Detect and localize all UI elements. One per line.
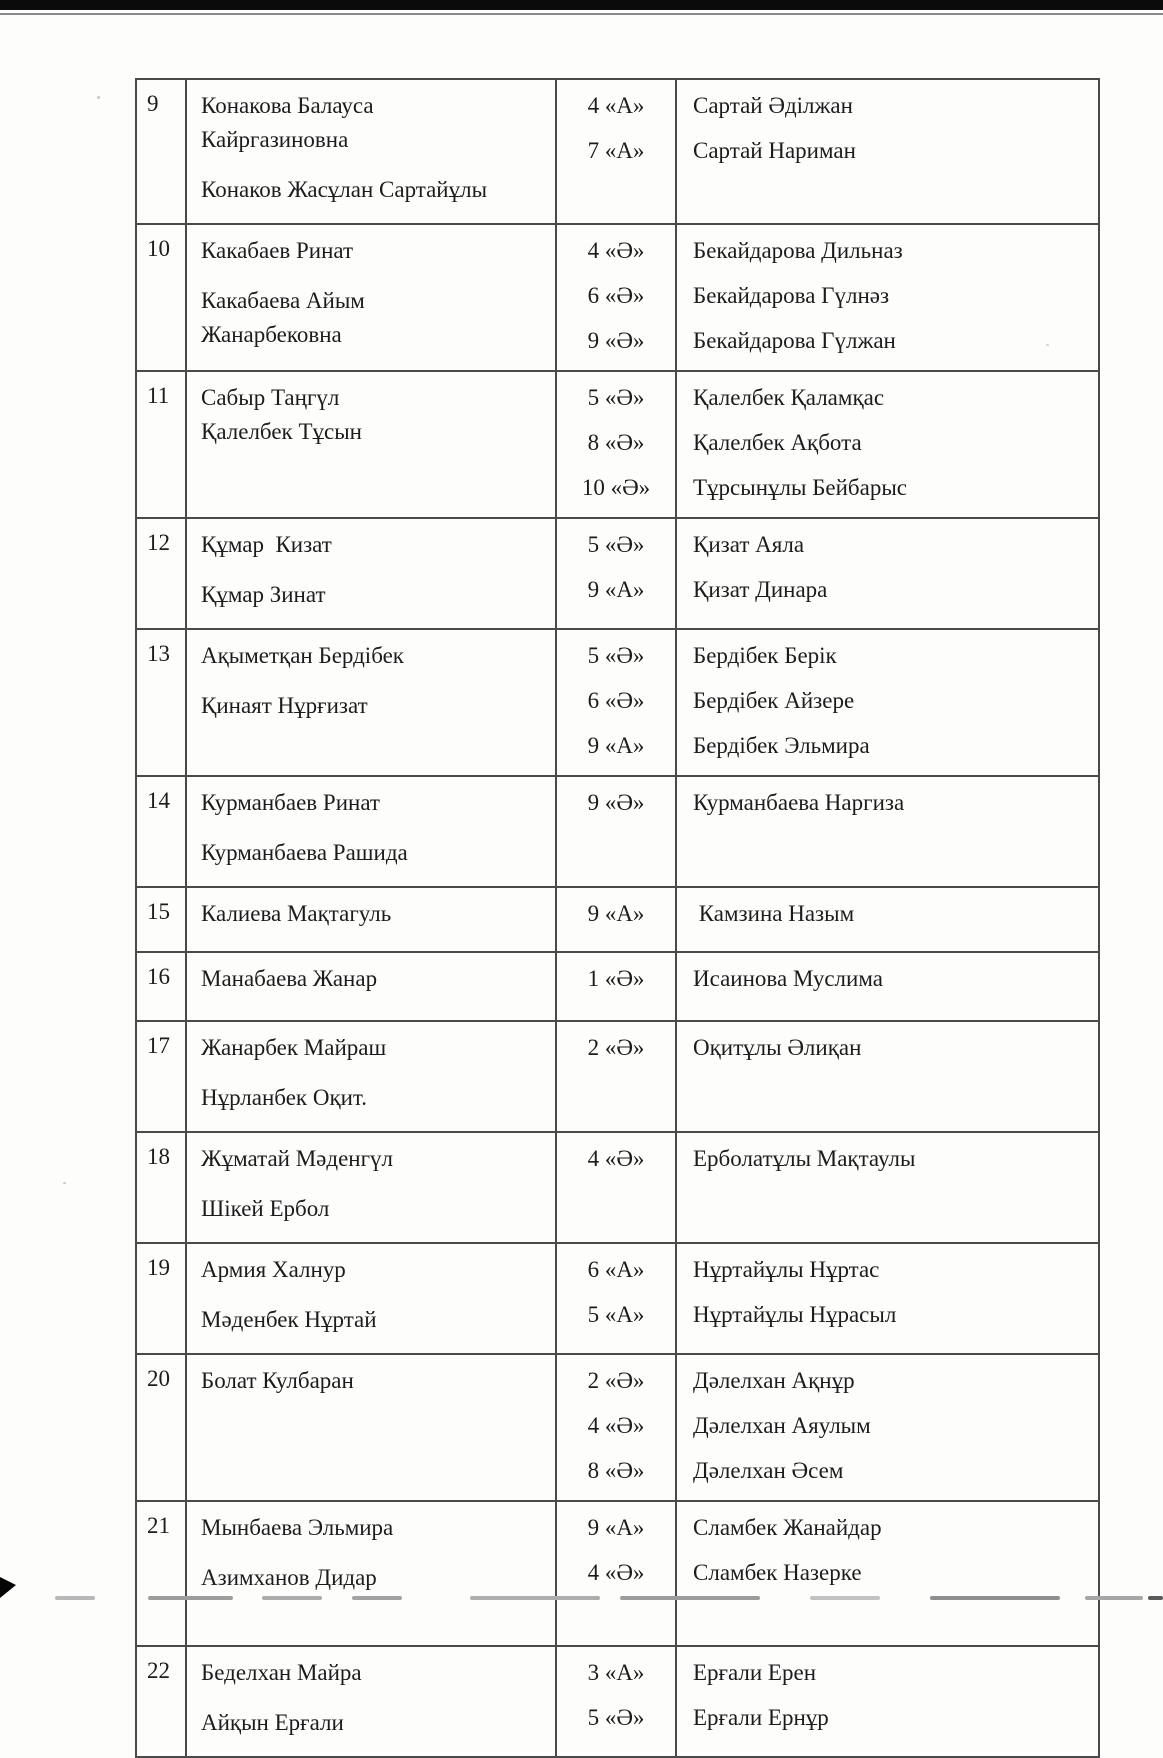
grade-cell bbox=[556, 1646, 676, 1757]
parent-name bbox=[201, 381, 547, 449]
children-cell bbox=[676, 224, 1099, 371]
parent-name bbox=[201, 234, 547, 268]
table-row bbox=[136, 79, 1099, 224]
grade-label: 6 «Ә» bbox=[587, 688, 645, 713]
grade-label: 8 «Ә» bbox=[587, 430, 645, 455]
grade-label: 6 «Ә» bbox=[587, 283, 645, 308]
grade-cell bbox=[556, 1501, 676, 1646]
scan-speck bbox=[97, 96, 100, 99]
children-cell bbox=[676, 1354, 1099, 1501]
child-name: Нұртайұлы Нұртас bbox=[693, 1257, 880, 1282]
parent-name-line: Конаков Жасұлан Сартайұлы bbox=[201, 177, 488, 202]
parent-name-line: Айқын Ерғали bbox=[201, 1710, 344, 1735]
grade-label: 10 «Ә» bbox=[581, 475, 651, 500]
grade-label: 9 «А» bbox=[587, 901, 645, 926]
row-number-cell bbox=[136, 518, 186, 629]
child-name: Ерғали Ерен bbox=[693, 1660, 816, 1685]
row-number-cell bbox=[136, 1132, 186, 1243]
row-number: 9 bbox=[147, 91, 159, 116]
grade-label: 9 «А» bbox=[587, 577, 645, 602]
table-row bbox=[136, 224, 1099, 371]
parent-name-line: Мәденбек Нұртай bbox=[201, 1307, 377, 1332]
child-name: Дәлелхан Аяулым bbox=[693, 1413, 871, 1438]
grade-label: 1 «Ә» bbox=[587, 966, 645, 991]
grade-label: 5 «Ә» bbox=[587, 1705, 645, 1730]
grade-label: 6 «А» bbox=[587, 1257, 645, 1282]
parent-name bbox=[201, 962, 547, 996]
parent-name-line: Какабаева Айым bbox=[201, 288, 365, 313]
child-name: Дәлелхан Ақнұр bbox=[693, 1368, 855, 1393]
scan-corner-mark bbox=[0, 1577, 16, 1598]
children-cell bbox=[676, 629, 1099, 776]
parent-name-line: Калиева Мақтагуль bbox=[201, 901, 392, 926]
parent-name bbox=[201, 786, 547, 820]
grade-label: 4 «Ә» bbox=[587, 1146, 645, 1171]
grade-label: 5 «А» bbox=[587, 1302, 645, 1327]
row-number: 22 bbox=[147, 1658, 170, 1683]
grade-cell bbox=[556, 1021, 676, 1132]
children-cell bbox=[676, 518, 1099, 629]
parent-name-line: Какабаев Ринат bbox=[201, 238, 354, 263]
children-cell bbox=[676, 887, 1099, 952]
child-name: Камзина Назым bbox=[693, 901, 855, 926]
child-name: Қизат Аяла bbox=[693, 532, 805, 557]
scan-smudge bbox=[930, 1596, 1060, 1600]
scan-smudge bbox=[620, 1596, 760, 1600]
grade-cell bbox=[556, 1243, 676, 1354]
grade-label: 4 «Ә» bbox=[587, 1413, 645, 1438]
children-cell bbox=[676, 1243, 1099, 1354]
parent-name-line: Кайргазиновна bbox=[201, 127, 349, 152]
grade-cell bbox=[556, 1354, 676, 1501]
children-cell bbox=[676, 952, 1099, 1021]
child-name: Бекайдарова Гүлнәз bbox=[693, 283, 890, 308]
child-name: Сартай Әділжан bbox=[693, 93, 853, 118]
children-cell bbox=[676, 1021, 1099, 1132]
parent-name bbox=[201, 639, 547, 673]
row-number-cell bbox=[136, 1646, 186, 1757]
row-number: 18 bbox=[147, 1144, 170, 1169]
grade-label: 5 «Ә» bbox=[587, 643, 645, 668]
parent-name bbox=[201, 1561, 547, 1595]
children-cell bbox=[676, 1132, 1099, 1243]
parents-cell bbox=[186, 776, 556, 887]
grade-cell bbox=[556, 887, 676, 952]
parent-name-line: Сабыр Таңгүл bbox=[201, 385, 340, 410]
row-number-cell bbox=[136, 952, 186, 1021]
child-name: Бекайдарова Гүлжан bbox=[693, 328, 896, 353]
parent-name-line: Жұматай Мәденгүл bbox=[201, 1146, 394, 1171]
grade-cell bbox=[556, 952, 676, 1021]
parent-name bbox=[201, 1656, 547, 1690]
scan-smudge bbox=[1085, 1596, 1143, 1600]
parent-name-line: Ақыметқан Бердібек bbox=[201, 643, 404, 668]
child-name: Оқитұлы Әлиқан bbox=[693, 1035, 862, 1060]
parent-name-line: Манабаева Жанар bbox=[201, 966, 378, 991]
row-number-cell bbox=[136, 371, 186, 518]
parents-cell bbox=[186, 1354, 556, 1501]
parents-cell bbox=[186, 224, 556, 371]
scan-smudge bbox=[148, 1596, 233, 1600]
child-name: Курманбаева Наргиза bbox=[693, 790, 905, 815]
parents-cell bbox=[186, 1132, 556, 1243]
grade-label: 9 «Ә» bbox=[587, 328, 645, 353]
child-name: Ерболатұлы Мақтаулы bbox=[693, 1146, 916, 1171]
child-name: Ерғали Ернұр bbox=[693, 1705, 829, 1730]
row-number: 19 bbox=[147, 1255, 170, 1280]
grade-cell bbox=[556, 1132, 676, 1243]
table-row bbox=[136, 887, 1099, 952]
row-number: 21 bbox=[147, 1513, 170, 1538]
parents-cell bbox=[186, 518, 556, 629]
grade-cell bbox=[556, 371, 676, 518]
grade-label: 9 «Ә» bbox=[587, 790, 645, 815]
child-name: Сартай Нариман bbox=[693, 138, 856, 163]
children-cell bbox=[676, 371, 1099, 518]
table-row bbox=[136, 371, 1099, 518]
parent-name bbox=[201, 1142, 547, 1176]
row-number-cell bbox=[136, 887, 186, 952]
row-number: 14 bbox=[147, 788, 170, 813]
table-row bbox=[136, 1243, 1099, 1354]
child-name: Қалелбек Қаламқас bbox=[693, 385, 885, 410]
parents-cell bbox=[186, 1646, 556, 1757]
table-row bbox=[136, 1646, 1099, 1757]
parent-name-line: Конакова Балауса bbox=[201, 93, 374, 118]
row-number-cell bbox=[136, 629, 186, 776]
parent-name-line: Шікей Ербол bbox=[201, 1196, 330, 1221]
parent-name-line: Қалелбек Тұсын bbox=[201, 419, 362, 444]
child-name: Сламбек Жанайдар bbox=[693, 1515, 882, 1540]
table-row bbox=[136, 518, 1099, 629]
children-cell bbox=[676, 1646, 1099, 1757]
child-name: Бердібек Эльмира bbox=[693, 733, 870, 758]
parent-name bbox=[201, 1031, 547, 1065]
parent-name bbox=[201, 1303, 547, 1337]
parents-cell bbox=[186, 79, 556, 224]
parent-name-line: Құмар Кизат bbox=[201, 532, 332, 557]
scan-smudge bbox=[1148, 1596, 1163, 1600]
grade-label: 8 «Ә» bbox=[587, 1458, 645, 1483]
parent-name bbox=[201, 836, 547, 870]
parent-name-line: Армия Халнур bbox=[201, 1257, 346, 1282]
parents-children-table bbox=[135, 78, 1100, 1758]
grade-label: 7 «А» bbox=[587, 138, 645, 163]
parent-name-line: Мынбаева Эльмира bbox=[201, 1515, 394, 1540]
parent-name bbox=[201, 173, 547, 207]
child-name: Қалелбек Ақбота bbox=[693, 430, 862, 455]
parent-name bbox=[201, 1081, 547, 1115]
parent-name bbox=[201, 897, 547, 931]
grade-cell bbox=[556, 776, 676, 887]
table-row bbox=[136, 1354, 1099, 1501]
table-row bbox=[136, 952, 1099, 1021]
parent-name bbox=[201, 578, 547, 612]
parent-name-line: Азимханов Дидар bbox=[201, 1565, 377, 1590]
row-number: 20 bbox=[147, 1366, 170, 1391]
grade-label: 9 «А» bbox=[587, 1515, 645, 1540]
parent-name bbox=[201, 1364, 547, 1398]
children-cell bbox=[676, 776, 1099, 887]
parents-cell bbox=[186, 1021, 556, 1132]
grade-label: 9 «А» bbox=[587, 733, 645, 758]
grade-label: 5 «Ә» bbox=[587, 532, 645, 557]
row-number-cell bbox=[136, 776, 186, 887]
children-cell bbox=[676, 79, 1099, 224]
grade-label: 4 «А» bbox=[587, 93, 645, 118]
parent-name-line: Беделхан Майра bbox=[201, 1660, 362, 1685]
scan-speck bbox=[1046, 344, 1049, 346]
row-number: 11 bbox=[147, 383, 170, 408]
children-cell bbox=[676, 1501, 1099, 1646]
grade-label: 3 «А» bbox=[587, 1660, 645, 1685]
grade-label: 5 «Ә» bbox=[587, 385, 645, 410]
grade-cell bbox=[556, 629, 676, 776]
grade-label: 2 «Ә» bbox=[587, 1035, 645, 1060]
child-name: Бекайдарова Дильназ bbox=[693, 238, 903, 263]
child-name: Дәлелхан Әсем bbox=[693, 1458, 844, 1483]
parents-cell bbox=[186, 629, 556, 776]
row-number: 10 bbox=[147, 236, 170, 261]
row-number: 16 bbox=[147, 964, 170, 989]
grade-label: 2 «Ә» bbox=[587, 1368, 645, 1393]
child-name: Сламбек Назерке bbox=[693, 1560, 862, 1585]
parent-name-line: Болат Кулбаран bbox=[201, 1368, 354, 1393]
row-number: 12 bbox=[147, 530, 170, 555]
parent-name-line: Курманбаева Рашида bbox=[201, 840, 408, 865]
parents-cell bbox=[186, 371, 556, 518]
row-number-cell bbox=[136, 1243, 186, 1354]
row-number-cell bbox=[136, 224, 186, 371]
child-name: Бердібек Айзере bbox=[693, 688, 855, 713]
grade-cell bbox=[556, 224, 676, 371]
table-row bbox=[136, 1021, 1099, 1132]
parent-name bbox=[201, 89, 547, 157]
parent-name bbox=[201, 284, 547, 352]
parent-name-line: Нұрланбек Оқит. bbox=[201, 1085, 367, 1110]
row-number-cell bbox=[136, 1021, 186, 1132]
child-name: Нұртайұлы Нұрасыл bbox=[693, 1302, 897, 1327]
scan-smudge bbox=[470, 1596, 600, 1600]
row-number-cell bbox=[136, 1501, 186, 1646]
parent-name bbox=[201, 1253, 547, 1287]
row-number-cell bbox=[136, 1354, 186, 1501]
parent-name-line: Құмар Зинат bbox=[201, 582, 326, 607]
scan-smudge bbox=[262, 1596, 322, 1600]
parent-name bbox=[201, 1511, 547, 1545]
table-row bbox=[136, 776, 1099, 887]
child-name: Тұрсынұлы Бейбарыс bbox=[693, 475, 907, 500]
row-number: 13 bbox=[147, 641, 170, 666]
parent-name bbox=[201, 1192, 547, 1226]
grade-cell bbox=[556, 518, 676, 629]
parent-name-line: Курманбаев Ринат bbox=[201, 790, 380, 815]
grade-cell bbox=[556, 79, 676, 224]
child-name: Қизат Динара bbox=[693, 577, 828, 602]
row-number-cell bbox=[136, 79, 186, 224]
table-row bbox=[136, 1132, 1099, 1243]
table-row bbox=[136, 1501, 1099, 1646]
scan-smudge bbox=[55, 1596, 95, 1600]
row-number: 15 bbox=[147, 899, 170, 924]
scan-speck bbox=[63, 1182, 66, 1184]
parents-cell bbox=[186, 887, 556, 952]
scan-top-gray-line bbox=[0, 13, 1163, 15]
child-name: Исаинова Муслима bbox=[693, 966, 883, 991]
parent-name-line: Қинаят Нұрғизат bbox=[201, 693, 368, 718]
grade-label: 4 «Ә» bbox=[587, 1560, 645, 1585]
parents-cell bbox=[186, 1243, 556, 1354]
child-name: Бердібек Берік bbox=[693, 643, 837, 668]
row-number: 17 bbox=[147, 1033, 170, 1058]
scan-edge-top-bar bbox=[0, 0, 1163, 10]
parents-cell bbox=[186, 952, 556, 1021]
parent-name bbox=[201, 1706, 547, 1740]
parents-cell bbox=[186, 1501, 556, 1646]
parent-name bbox=[201, 528, 547, 562]
scan-smudge bbox=[352, 1596, 402, 1600]
parent-name-line: Жанарбек Майраш bbox=[201, 1035, 387, 1060]
parent-name bbox=[201, 689, 547, 723]
table-body bbox=[136, 79, 1099, 1757]
scan-smudge bbox=[810, 1596, 880, 1600]
parent-name-line: Жанарбековна bbox=[201, 322, 342, 347]
grade-label: 4 «Ә» bbox=[587, 238, 645, 263]
table-row bbox=[136, 629, 1099, 776]
